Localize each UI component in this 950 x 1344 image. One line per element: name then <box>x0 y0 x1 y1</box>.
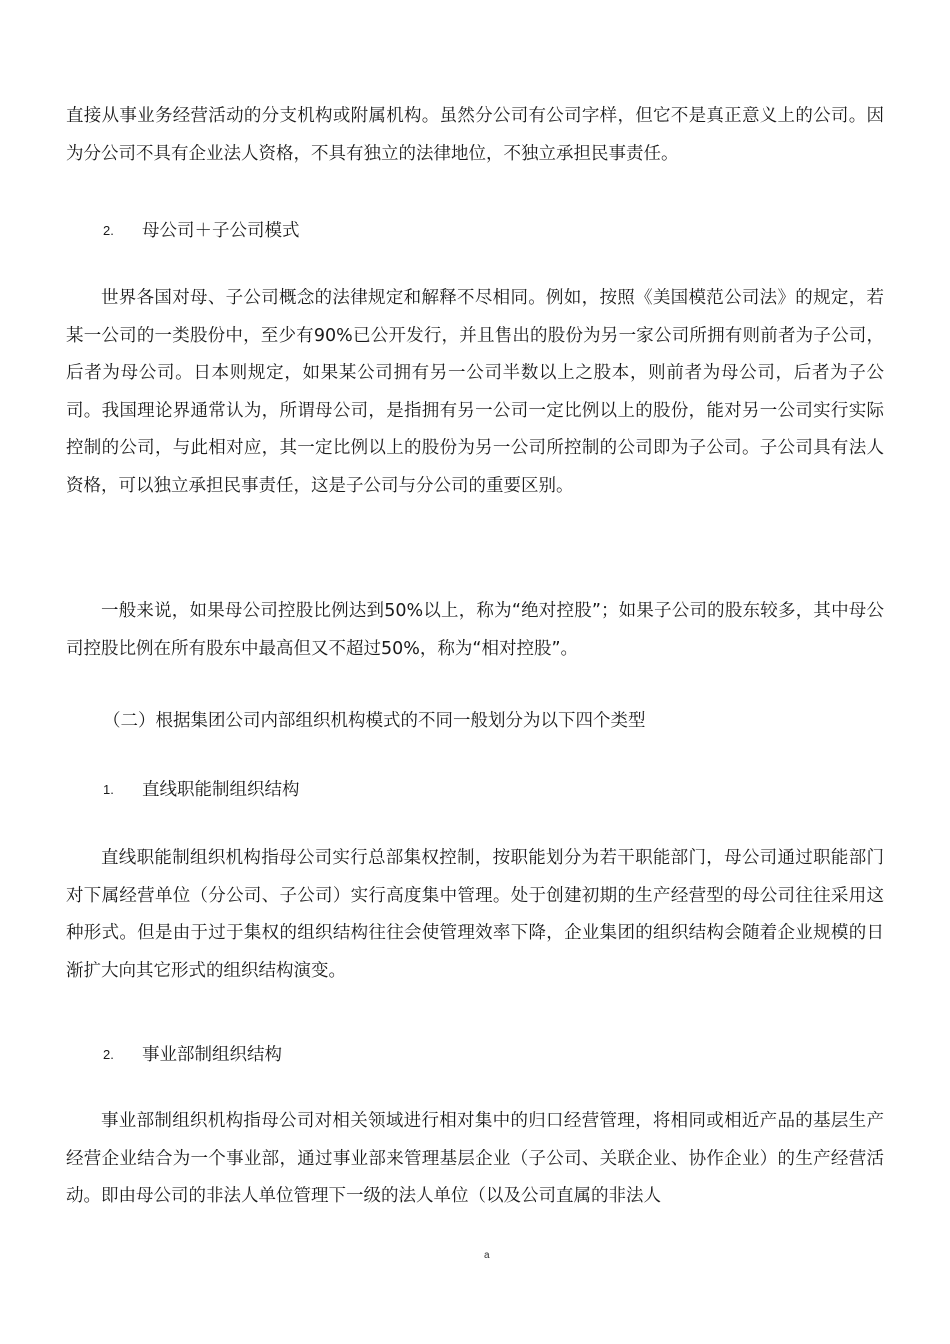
paragraph-line-function-description: 直线职能制组织机构指母公司实行总部集权控制，按职能划分为若干职能部门，母公司通过职能部门对下属经营单位（分公司、子公司）实行高度集中管理。处于创建初期的生产经营型的母公司往往采用这种形式。但是由于过于集权的组织结构往往会使管理效率下降，企业集团的组织结构会随着企业规模的日渐扩大向其它形式的组织结构演变。 <box>66 848 884 981</box>
section-heading-four-types: （二）根据集团公司内部组织机构模式的不同一般划分为以下四个类型 <box>103 711 646 731</box>
heading-division-structure: 事业部制组织结构 <box>142 1045 282 1065</box>
heading-line-function-structure: 直线职能制组织结构 <box>142 780 300 800</box>
paragraph-control-ratio: 一般来说，如果母公司控股比例达到50%以上，称为“绝对控股”；如果子公司的股东较多，其中母公司控股比例在所有股东中最高但又不超过50%，称为“相对控股”。 <box>66 601 884 659</box>
page-footer-mark: a <box>484 1250 490 1261</box>
paragraph-division-description: 事业部制组织机构指母公司对相关领域进行相对集中的归口经营管理，将相同或相近产品的基层生产经营企业结合为一个事业部，通过事业部来管理基层企业（子公司、关联企业、协作企业）的生产经营活动。即由母公司的非法人单位管理下一级的法人单位（以及公司直属的非法人 <box>66 1111 884 1206</box>
heading-number: 2. <box>103 1047 114 1062</box>
heading-parent-subsidiary-model: 母公司＋子公司模式 <box>142 221 300 241</box>
heading-number: 1. <box>103 782 114 797</box>
heading-number: 2. <box>103 223 114 238</box>
paragraph-parent-subsidiary-definition: 世界各国对母、子公司概念的法律规定和解释不尽相同。例如，按照《美国模范公司法》的规定，若某一公司的一类股份中，至少有90%已公开发行，并且售出的股份为另一家公司所拥有则前者为子公司，后者为母公司。日本则规定，如果某公司拥有另一公司半数以上之股本，则前者为母公司，后者为子公司。我国理论界通常认为，所谓母公司，是指拥有另一公司一定比例以上的股份，能对另一公司实行实际控制的公司，与此相对应，其一定比例以上的股份为另一公司所控制的公司即为子公司。子公司具有法人资格，可以独立承担民事责任，这是子公司与分公司的重要区别。 <box>66 288 884 496</box>
paragraph-branch-company: 直接从事业务经营活动的分支机构或附属机构。虽然分公司有公司字样，但它不是真正意义上的公司。因为分公司不具有企业法人资格，不具有独立的法律地位，不独立承担民事责任。 <box>66 106 884 164</box>
